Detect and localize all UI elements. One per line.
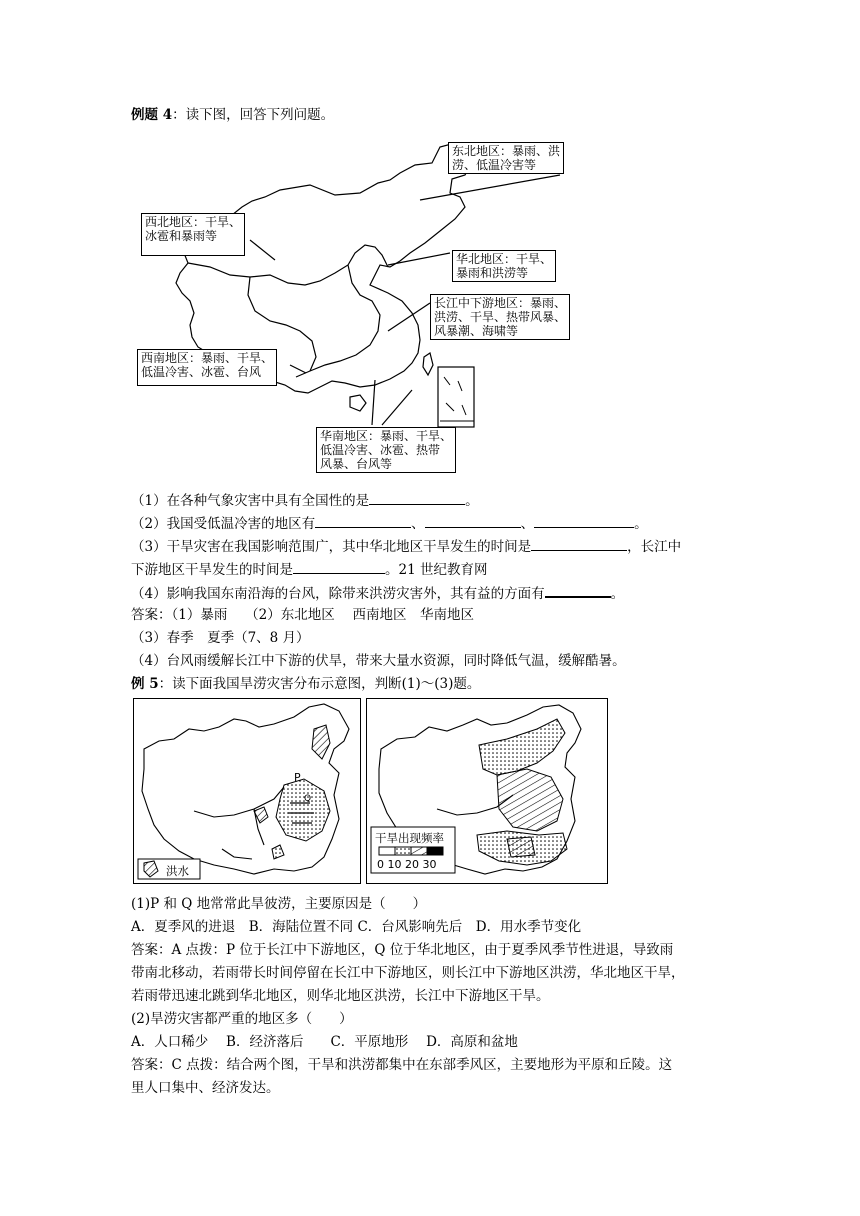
label-northwest bbox=[141, 213, 245, 256]
ex5-q1-answer-2: 带南北移动，若雨带长时间停留在长江中下游地区，则长江中下游地区洪涝，华北地区干旱， bbox=[131, 965, 685, 981]
drought-legend-title: 干旱出现频率 bbox=[375, 831, 444, 845]
label-northwest-line1: 西北地区：干旱、 bbox=[145, 215, 242, 229]
ex4-q3-blank-2 bbox=[293, 559, 385, 574]
ex4-answer-4: （4）台风雨缓解长江中下游的伏旱，带来大量水资源，同时降低气温，缓解酷暑。 bbox=[131, 653, 626, 669]
ex5-q1-answer-1: 答案：A 点拨：P 位于长江中下游地区，Q 位于华北地区，由于夏季风季节性进退，导致雨 bbox=[131, 942, 674, 958]
ex5-q1-answer-3: 若雨带迅速北跳到华北地区，则华北地区洪涝，长江中下游地区干旱。 bbox=[131, 988, 550, 1004]
example4-title bbox=[131, 105, 334, 125]
label-north-line1: 华北地区：干旱、 bbox=[456, 252, 553, 266]
ex4-q3-blank-1 bbox=[531, 536, 627, 551]
leader-southwest bbox=[290, 365, 306, 373]
label-south bbox=[316, 427, 456, 473]
ex4-q2-sep-1: 、 bbox=[411, 516, 425, 532]
ex4-answer-1: 答案：（1）暴雨 （2）东北地区 西南地区 华南地区 bbox=[131, 607, 475, 623]
label-southwest-line1: 西南地区：暴雨、干旱、 bbox=[141, 351, 274, 365]
drought-zone-central bbox=[497, 769, 563, 831]
ex4-q1 bbox=[131, 490, 479, 511]
label-northeast-line1: 东北地区：暴雨、洪 bbox=[452, 144, 561, 158]
ex4-q2-sep-2: 、 bbox=[520, 516, 535, 532]
drought-legend-bar-0 bbox=[379, 847, 395, 855]
ex4-q1-end: 。 bbox=[465, 493, 479, 509]
flood-marker-q: Q bbox=[304, 794, 312, 804]
ex4-q4-text: （4）影响我国东南沿海的台风，除带来洪涝灾害外，其有益的方面有 bbox=[131, 586, 545, 602]
label-yangtze bbox=[430, 294, 570, 340]
leader-northwest bbox=[250, 240, 275, 260]
label-northeast-line2: 涝、低温冷害等 bbox=[452, 158, 537, 172]
ex4-q2 bbox=[131, 513, 648, 534]
flood-map bbox=[133, 698, 361, 884]
flood-legend-label: 洪水 bbox=[166, 864, 189, 878]
flood-zone-south bbox=[272, 845, 284, 859]
label-yangtze-line1: 长江中下游地区：暴雨、 bbox=[434, 296, 567, 310]
drought-map bbox=[366, 698, 608, 884]
leader-northeast bbox=[420, 175, 560, 200]
ex4-q2-blank-1 bbox=[315, 513, 411, 528]
drought-legend-bar-3 bbox=[427, 847, 443, 855]
label-south-line2: 低温冷害、冰雹、热带 bbox=[320, 443, 441, 457]
example5-label: 例 5 bbox=[131, 676, 159, 692]
flood-map-drawing bbox=[134, 699, 360, 883]
label-southwest bbox=[137, 349, 277, 386]
label-yangtze-line3: 风暴潮、海啸等 bbox=[434, 324, 519, 338]
leader-south-1 bbox=[372, 380, 375, 425]
ex5-q2-answer-2: 里人口集中、经济发达。 bbox=[131, 1080, 280, 1096]
example5-prompt: ：读下面我国旱涝灾害分布示意图，判断(1)～(3)题。 bbox=[158, 676, 481, 692]
hainan bbox=[350, 395, 366, 411]
ex4-q1-text: （1）在各种气象灾害中具有全国性的是 bbox=[131, 493, 370, 509]
label-yangtze-line2: 洪涝、干旱、热带风暴、 bbox=[434, 310, 567, 324]
ex4-q2-blank-3 bbox=[534, 513, 634, 528]
ex4-q3-text-b: 下游地区干旱发生的时间是 bbox=[131, 562, 293, 578]
label-northeast bbox=[448, 142, 564, 174]
leader-south-2 bbox=[382, 390, 412, 425]
ex5-q1-options: A．夏季风的进退 B．海陆位置不同 C．台风影响先后 D．用水季节变化 bbox=[131, 919, 582, 935]
label-southwest-line2: 低温冷害、冰雹、台风 bbox=[141, 365, 262, 379]
ex5-q2: (2)旱涝灾害都严重的地区多（ ） bbox=[131, 1011, 353, 1027]
ex4-q2-blank-2 bbox=[425, 513, 521, 528]
flood-marker-p: P bbox=[294, 771, 301, 784]
flood-zone-yangtze bbox=[276, 779, 330, 841]
example5-title bbox=[131, 674, 480, 694]
inner-boundary-2 bbox=[296, 265, 380, 377]
label-north-line2: 暴雨和洪涝等 bbox=[456, 266, 529, 280]
example4-label: 例题 4 bbox=[131, 107, 173, 123]
ex4-q3-text-a: （3）干旱灾害在我国影响范围广，其中华北地区干旱发生的时间是 bbox=[131, 539, 532, 555]
ex4-q1-blank bbox=[369, 490, 465, 505]
ex4-q4 bbox=[131, 582, 624, 604]
ex4-q3-end-b: 。21 世纪教育网 bbox=[385, 562, 488, 578]
flood-zone-northeast bbox=[312, 725, 330, 759]
ex5-q1: (1)P 和 Q 地常常此旱彼涝，主要原因是（ ） bbox=[131, 896, 427, 912]
drought-map-drawing bbox=[367, 699, 607, 883]
ex4-q3-end-a: ，长江中 bbox=[627, 539, 682, 555]
ex4-q4-blank bbox=[545, 582, 611, 598]
ex4-q3-line2 bbox=[131, 559, 487, 580]
leader-north bbox=[388, 253, 450, 265]
ex4-q4-end: 。 bbox=[610, 586, 625, 602]
drought-zone-south-hatch bbox=[507, 837, 535, 857]
label-south-line3: 风暴、台风等 bbox=[320, 457, 393, 471]
taiwan bbox=[423, 353, 433, 375]
south-sea-inset bbox=[438, 367, 474, 427]
drought-legend-bar-2 bbox=[411, 847, 427, 855]
ex4-q3-line1 bbox=[131, 536, 681, 557]
label-northwest-line2: 冰雹和暴雨等 bbox=[145, 229, 218, 243]
ex4-q2-end: 。 bbox=[634, 516, 648, 532]
ex5-q2-options: A．人口稀少 B．经济落后 C．平原地形 D．高原和盆地 bbox=[131, 1034, 518, 1050]
ex4-q2-text: （2）我国受低温冷害的地区有 bbox=[131, 516, 316, 532]
drought-legend-scale: 0 10 20 30 bbox=[377, 858, 437, 871]
label-south-line1: 华南地区：暴雨、干旱、 bbox=[320, 429, 453, 443]
ex4-answer-3: （3）春季 夏季（7、8 月） bbox=[131, 630, 310, 646]
leader-yangtze bbox=[388, 303, 430, 331]
example4-prompt: ：读下图，回答下列问题。 bbox=[172, 107, 335, 123]
drought-zone-north bbox=[479, 719, 565, 775]
ex5-q2-answer-1: 答案：C 点拨：结合两个图，干旱和洪涝都集中在东部季风区，主要地形为平原和丘陵。这 bbox=[131, 1057, 673, 1073]
drought-legend-bar-1 bbox=[395, 847, 411, 855]
label-north bbox=[452, 250, 556, 282]
